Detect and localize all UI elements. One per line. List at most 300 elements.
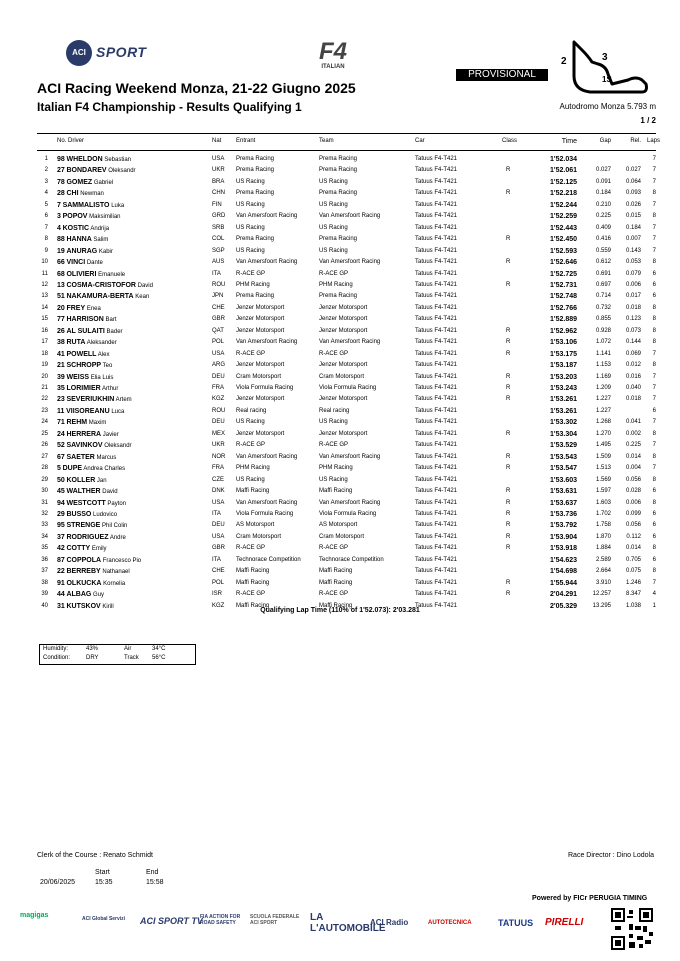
row-driver [57,486,118,498]
row-entrant: Jenzer Motorsport [236,304,285,311]
row-team: Viola Formula Racing [319,385,377,391]
row-team: Prema Racing [319,236,358,243]
row-car: Tatuus F4-T421 [415,533,458,540]
row-gap: 0.697 [595,281,611,288]
table-row [0,269,680,280]
row-car: Tatuus F4-T421 [415,156,458,162]
col-laps: Laps [646,138,660,144]
row-car-number: 37 [57,533,65,541]
row-surname: HARRISON [66,316,104,324]
row-rel: 0.007 [625,236,641,243]
row-entrant: Van Amersfoort Racing [236,339,298,346]
row-gap: 1.509 [595,453,611,460]
row-team: Van Amersfoort Racing [319,499,381,506]
sponsor-aci-radio: ACI Radio [370,918,409,927]
row-entrant: Viola Formula Racing [236,385,294,391]
row-driver [57,211,121,223]
col-no-driver: No. Driver [57,138,85,144]
row-time: 1'53.203 [550,373,577,381]
row-car-number: 45 [57,488,65,496]
row-firstname: Kirill [102,603,114,610]
row-car-number: 50 [57,476,65,484]
row-surname: HERRERA [66,430,102,438]
row-class: R [506,373,511,380]
row-rel: 0.027 [625,167,641,174]
row-gap: 1.884 [595,545,611,552]
row-nat: DEU [212,373,225,380]
row-gap: 0.416 [595,236,611,243]
row-team: Van Amersfoort Racing [319,259,381,266]
sponsor-fia-action: FIA ACTION FOR ROAD SAFETY [200,914,241,926]
row-entrant: Maffi Racing [236,579,270,586]
row-time: 1'52.889 [550,316,577,324]
row-rel: 0.056 [625,522,641,529]
row-firstname: Oleksandr [108,168,136,175]
row-nat: USA [212,533,225,540]
row-laps: 8 [652,190,656,197]
row-surname: WESTCOTT [66,499,106,507]
row-time: 1'52.962 [550,327,577,335]
row-gap: 3.910 [595,579,611,586]
table-row [0,555,680,566]
table-row [0,440,680,451]
row-laps: 6 [652,522,656,529]
row-surname: GOMEZ [66,178,93,186]
col-rel: Rel. [630,138,641,144]
row-nat: FRA [212,465,224,472]
sponsor-tatuus: TATUUS [498,918,534,928]
row-gap: 1.513 [595,465,611,472]
row-car-number: 87 [57,556,65,564]
row-position: 11 [41,270,48,277]
row-time: 1'54.698 [550,568,577,576]
sponsor-lautomobile: LA L'AUTOMOBILE [310,912,386,934]
row-driver [57,360,112,372]
table-row [0,314,680,325]
row-nat: UKR [212,442,225,449]
row-driver [57,589,104,601]
row-driver [57,578,125,590]
row-laps: 7 [652,350,656,357]
row-laps: 7 [652,579,656,586]
row-rel: 0.006 [625,281,641,288]
row-team: Cram Motorsport [319,533,365,540]
row-rel: 0.075 [625,568,641,575]
row-nat: USA [212,156,225,162]
aci-logo-badge: ACI [66,40,92,66]
f4-logo [298,40,368,80]
row-surname: SAVINKOV [66,442,103,450]
row-time: 1'54.623 [550,556,577,564]
row-laps: 7 [652,201,656,208]
row-entrant: PHM Racing [236,281,270,288]
row-car: Tatuus F4-T421 [415,167,458,174]
row-team: Cram Motorsport [319,373,365,380]
table-row [0,543,680,554]
row-team: US Racing [319,178,348,185]
row-team: US Racing [319,201,348,208]
row-driver [57,269,125,281]
row-gap: 0.559 [595,247,611,254]
table-row [0,188,680,199]
row-position: 13 [41,293,48,300]
row-car-number: 38 [57,339,65,347]
row-driver [57,188,104,200]
row-car: Tatuus F4-T421 [415,568,458,575]
row-rel: 0.004 [625,465,641,472]
row-nat: KGZ [212,396,225,403]
row-surname: CHI [66,190,79,198]
row-time: 1'53.792 [550,522,577,530]
table-row [0,349,680,360]
row-car: Tatuus F4-T421 [415,407,458,414]
row-entrant: Jenzer Motorsport [236,327,285,334]
row-car: Tatuus F4-T421 [415,556,458,563]
row-time: 1'52.725 [550,270,577,278]
row-laps: 4 [652,591,656,598]
row-laps: 8 [652,316,656,323]
row-position: 30 [41,488,48,495]
row-firstname: Elia Luis [90,374,114,381]
row-time: 1'52.593 [550,247,577,255]
row-position: 5 [44,201,48,208]
table-row [0,177,680,188]
row-car: Tatuus F4-T421 [415,350,458,357]
row-firstname: Guy [93,592,105,599]
session-date: 20/06/2025 [40,879,76,886]
row-entrant: AS Motorsport [236,522,275,529]
row-nat: FIN [212,201,222,208]
row-car-number: 7 [57,201,61,209]
row-rel: 1.038 [625,602,641,609]
row-entrant: R-ACE GP [236,591,266,598]
results-header [0,136,680,147]
row-driver [57,280,153,292]
row-gap: 1.495 [595,442,611,449]
row-driver [57,223,109,235]
row-gap: 1.758 [595,522,611,529]
row-nat: UKR [212,167,225,174]
row-rel: 0.002 [625,430,641,437]
row-surname: WEISS [66,373,90,381]
row-time: 1'53.302 [550,419,577,427]
row-time: 1'53.904 [550,533,577,541]
row-position: 12 [41,281,48,288]
row-time: 1'53.106 [550,339,577,347]
row-laps: 7 [652,224,656,231]
row-car: Tatuus F4-T421 [415,362,458,369]
row-driver [57,337,117,349]
track-label-3: 3 [602,52,608,63]
table-row [0,165,680,176]
end-label: End [146,869,159,876]
row-laps: 8 [652,499,656,506]
row-team: Jenzer Motorsport [319,430,368,437]
weather-box [39,644,196,665]
row-nat: ITA [212,270,221,277]
row-entrant: US Racing [236,419,265,426]
row-car: Tatuus F4-T421 [415,522,458,529]
table-row [0,475,680,486]
row-laps: 7 [652,247,656,254]
row-nat: CHE [212,568,225,575]
row-driver [57,440,132,452]
table-row [0,417,680,428]
row-driver [57,532,126,544]
row-driver [57,452,116,464]
row-car: Tatuus F4-T421 [415,579,458,586]
row-surname: STRENGE [66,522,101,530]
qr-code-icon [611,908,653,950]
row-car-number: 24 [57,430,65,438]
row-car-number: 5 [57,465,61,473]
track-temp-value: 56°C [152,655,166,661]
row-entrant: Van Amersfoort Racing [236,499,298,506]
row-driver [57,200,124,212]
row-surname: DUPE [62,465,83,473]
row-entrant: Technorace Competition [236,556,301,563]
row-driver [57,555,141,567]
row-car: Tatuus F4-T421 [415,281,458,288]
row-car-number: 95 [57,522,65,530]
sponsor-pirelli: PIRELLI [545,917,584,928]
row-car-number: 23 [57,396,65,404]
row-rel: 0.026 [625,201,641,208]
row-laps: 8 [652,259,656,266]
row-laps: 6 [652,556,656,563]
row-surname: ANURAG [66,247,98,255]
row-nat: FRA [212,385,224,391]
row-gap: 1.702 [595,510,611,517]
row-position: 39 [41,591,48,598]
row-surname: VINCI [66,259,86,267]
row-position: 4 [44,190,48,197]
row-team: Viola Formula Racing [319,510,377,517]
row-class: R [506,510,511,517]
aci-sport-logo [66,38,166,68]
row-driver [57,475,107,487]
row-gap: 1.169 [595,373,611,380]
row-rel: 0.018 [625,304,641,311]
row-time: 1'53.918 [550,545,577,553]
row-firstname: Bart [105,317,117,324]
row-car-number: 29 [57,510,65,518]
row-entrant: Real racing [236,407,267,414]
row-car: Tatuus F4-T421 [415,488,458,495]
row-team: R-ACE GP [319,270,349,277]
row-nat: POL [212,339,225,346]
row-laps: 7 [652,236,656,243]
row-car: Tatuus F4-T421 [415,373,458,380]
row-position: 19 [41,362,48,369]
row-position: 15 [41,316,48,323]
row-time: 1'53.261 [550,407,577,415]
table-row [0,589,680,600]
page-number: 1 / 2 [640,116,656,125]
row-laps: 6 [652,407,656,414]
row-gap: 0.714 [595,293,611,300]
row-firstname: Bader [106,328,123,335]
row-class: R [506,281,511,288]
row-position: 1 [44,156,48,162]
row-team: US Racing [319,247,348,254]
row-firstname: Emily [91,546,107,553]
row-nat: AUS [212,259,225,266]
row-firstname: Teo [102,363,113,370]
row-nat: DNK [212,488,225,495]
row-team: R-ACE GP [319,545,349,552]
row-rel: 0.015 [625,213,641,220]
row-driver [57,406,124,418]
row-surname: BUSSO [66,510,92,518]
row-car-number: 11 [57,407,65,415]
row-team: Van Amersfoort Racing [319,339,381,346]
row-team: Maffi Racing [319,579,353,586]
table-row [0,234,680,245]
row-car-number: 94 [57,499,65,507]
row-team: Van Amersfoort Racing [319,453,381,460]
row-rel: 0.112 [626,533,641,540]
row-team: Technorace Competition [319,556,384,563]
row-time: 1'53.547 [550,465,577,473]
row-car: Tatuus F4-T421 [415,247,458,254]
row-firstname: Nathanael [102,569,130,576]
row-entrant: R-ACE GP [236,270,266,277]
col-class: Class [502,138,518,144]
row-nat: SRB [212,224,225,231]
row-surname: COPPOLA [66,556,102,564]
row-car: Tatuus F4-T421 [415,213,458,220]
row-rel: 0.079 [625,270,641,277]
row-car-number: 67 [57,453,65,461]
row-gap: 1.153 [595,362,611,369]
row-car-number: 44 [57,591,65,599]
row-time: 1'55.944 [550,579,577,587]
row-position: 25 [41,430,48,437]
row-firstname: David [137,282,153,289]
row-rel: 0.056 [625,476,641,483]
row-time: 1'53.543 [550,453,577,461]
row-nat: ROU [212,407,226,414]
row-entrant: US Racing [236,476,265,483]
row-car: Tatuus F4-T421 [415,396,458,403]
table-row [0,280,680,291]
row-team: AS Motorsport [319,522,358,529]
row-car-number: 3 [57,213,61,221]
row-gap: 0.210 [595,201,611,208]
row-position: 21 [41,385,48,391]
row-surname: NAKAMURA-BERTA [66,293,134,301]
f4-logo-sub: ITALIAN [321,64,345,70]
col-time: Time [561,138,577,145]
row-gap: 13.295 [592,602,611,609]
row-firstname: Kabir [98,248,113,255]
row-team: Prema Racing [319,156,358,162]
row-gap: 0.091 [595,178,611,185]
row-rel: 0.017 [625,293,641,300]
row-surname: VIISOREANU [66,407,110,415]
row-nat: NOR [212,453,226,460]
race-director: Race Director : Dino Lodola [568,852,654,859]
row-firstname: Salim [93,237,109,244]
row-car: Tatuus F4-T421 [415,430,458,437]
col-nat: Nat [212,138,222,144]
row-position: 7 [44,224,48,231]
row-car-number: 28 [57,190,65,198]
row-car: Tatuus F4-T421 [415,190,458,197]
row-laps: 8 [652,545,656,552]
table-row [0,326,680,337]
table-row [0,429,680,440]
row-firstname: Marcus [96,454,117,461]
row-firstname: Jan [96,477,107,484]
row-class: R [506,327,511,334]
row-car-number: 98 [57,156,65,163]
row-time: 1'53.603 [550,476,577,484]
row-rel: 8.347 [625,591,641,598]
row-position: 35 [41,545,48,552]
row-firstname: Newman [80,191,104,198]
row-car-number: 13 [57,281,65,289]
row-laps: 8 [652,430,656,437]
sponsor-aci-sport-tv: ACI SPORT TV [140,916,203,926]
qualifying-note: Qualifying Lap Time (110% of 1'52.073): 2'03.281 [260,607,420,614]
row-team: Van Amersfoort Racing [319,213,381,220]
row-class: R [506,350,511,357]
row-firstname: Francesco Pio [102,557,142,564]
row-driver [57,498,126,510]
venue-info: Autodromo Monza 5.793 m [559,102,656,111]
row-time: 1'52.259 [550,213,577,221]
row-car: Tatuus F4-T421 [415,224,458,231]
col-car: Car [415,138,425,144]
row-car: Tatuus F4-T421 [415,236,458,243]
row-team: R-ACE GP [319,591,349,598]
row-laps: 8 [652,339,656,346]
row-nat: GRD [212,213,226,220]
provisional-badge: PROVISIONAL [456,69,548,81]
row-surname: WALTHER [66,488,101,496]
table-row [0,337,680,348]
row-laps: 6 [652,488,656,495]
table-row [0,291,680,302]
row-position: 29 [41,476,48,483]
row-class: R [506,545,511,552]
row-gap: 1.227 [595,407,611,414]
row-class: R [506,499,511,506]
row-car: Tatuus F4-T421 [415,385,458,391]
table-row [0,211,680,222]
row-position: 16 [41,327,48,334]
row-entrant: Prema Racing [236,236,275,243]
row-laps: 8 [652,327,656,334]
row-gap: 1.227 [595,396,611,403]
row-entrant: US Racing [236,224,265,231]
row-team: R-ACE GP [319,442,349,449]
row-firstname: Artem [115,397,132,404]
row-car: Tatuus F4-T421 [415,591,458,598]
row-team: Prema Racing [319,293,358,300]
row-entrant: Prema Racing [236,167,275,174]
row-surname: BERREBY [66,568,101,576]
row-driver [57,566,130,578]
row-time: 1'53.304 [550,430,577,438]
row-gap: 1.603 [595,499,611,506]
row-firstname: Luca [111,408,125,415]
row-firstname: Kornelia [103,580,126,587]
row-gap: 1.209 [595,385,611,391]
row-rel: 0.143 [625,247,641,254]
